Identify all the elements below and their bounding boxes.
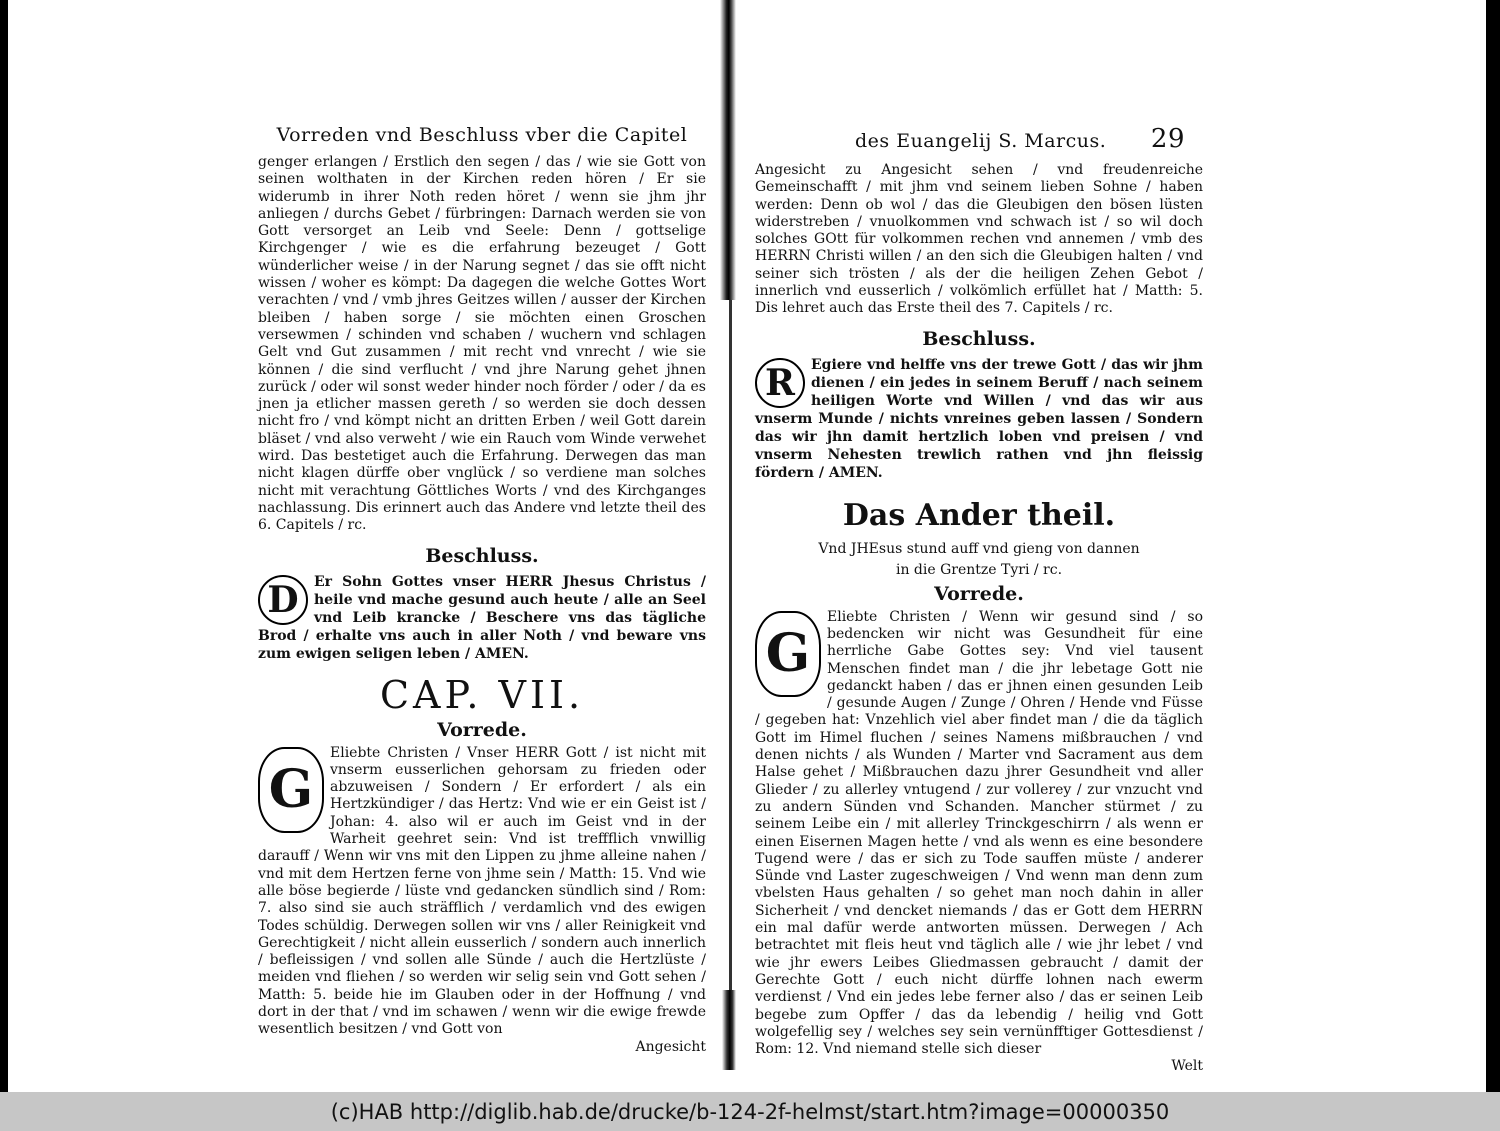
right-vorrede-text: Eliebte Christen / Wenn wir gesund sind / so bedencken wir nicht was Gesundheit für eine herrliche Gabe Gottes sey: Vnd viel tausent Menschen findet man / die jhr lebetage Gott nie gedanckt haben / das er jhnen einen gesunden Leib / gesunde Augen / Zunge / Ohren / Hende vnd Füsse / gegeben hat: Vnzehlich viel aber findet man / die da täglich Gott im Himel fluchen / seines Namens mißbrauchen / vnd denen nichts / als Wunden / Marter vnd Sacrament aus dem Halse gehet / Mißbrauchen dazu jhrer Gesundheit vnd aller Glieder / zu allerley vntugend / zur vollerey / zur vnzucht vnd zu andern Sünden vnd Schanden. Mancher stürmet / zu seinem Leibe ein / mit allerley Trinckgeschirrn / als wenn er einen Eisernen Magen hette / vnd als wenn es eine besondere Tugend were / das er sich zu Tode sauffen müste / anderer Sünde vnd Laster zugeschweigen / Vnd wenn man denn zum vbelsten Haus gehalten / so gehet man noch dahin in aller Sicherheit / vnd dencket niemands / das er Gott dem HERRN ein mal dafür werde antworten müssen. Derwegen / Ach betrachtet mit fleis heut vnd täglich alle / wie jhr lebet / vnd wie jhr ewers Leibes Gliedmassen gebraucht / damit der Gerechte Gott / euch nicht dürffe lohnen nach ewerm verdienst / Vnd ein jedes lebe ferner also / das er seinen Leib begebe zum Opffer / das da lebendig / heilig vnd Gott wolgefellig sey / welches sey sein vernünfftiger Gottesdienst / Rom: 12. Vnd niemand stelle sich dieser bbox=[755, 608, 1203, 1058]
right-beschluss-text: Egiere vnd helffe vns der trewe Gott / das wir jhm dienen / ein jedes in seinem Beruff / nach seinem heiligen Worte vnd Willen / vnd das wir aus vnserm Munde / nichts vnreines geben lassen / Sondern das wir jhn damit hertzlich loben vnd preisen / vnd vnserm Nehesten trewlich rathen vnd jhn fleissig fördern / AMEN. bbox=[755, 356, 1203, 481]
book-gutter-line bbox=[729, 300, 732, 990]
left-beschluss-text: Er Sohn Gottes vnser HERR Jhesus Christus / heile vnd mache gesund auch heute / alle an Seel vnd Leib krancke / Beschere vns das tägliche Brod / erhalte vns auch in aller Noth / vnd beware vns zum ewigen seligen leben / AMEN. bbox=[258, 573, 706, 662]
right-top-text: Angesicht zu Angesicht sehen / vnd freudenreiche Gemeinschafft / mit jhm vnd seinem lieben Sohne / haben werden: Denn ob wol / das die Gleubigen den bösen lüsten widerstreben / vnuolkommen vnd schwach ist / so wil doch solches GOtt für volkommen rechen vnd annemen / vmb des HERRN Christi willen / an den sich die Gleubigen halten / vnd seiner sich trösten / als der die heiligen Zehen Gebot / innerlich vnd eusserlich / volkömlich erfüllet hat / Matth: 5. Dis lehret auch das Erste theil des 7. Capitels / rc. bbox=[755, 162, 1203, 317]
page-number: 29 bbox=[1150, 124, 1185, 154]
right-catchword: Welt bbox=[1171, 1058, 1203, 1075]
chapter-title: CAP. VII. bbox=[379, 672, 585, 717]
left-catchword: Angesicht bbox=[635, 1038, 706, 1055]
left-page bbox=[258, 124, 706, 1055]
left-beschluss-block bbox=[258, 573, 706, 663]
right-running-head: des Euangelij S. Marcus. bbox=[855, 130, 1107, 152]
scan-right-edge bbox=[1486, 0, 1500, 1092]
book-gutter-bottom bbox=[722, 990, 736, 1070]
scan-left-edge bbox=[0, 0, 8, 1092]
footer-bar bbox=[0, 1092, 1500, 1131]
part-subtitle-line-2: in die Grentze Tyri / rc. bbox=[895, 561, 1063, 578]
left-vorrede-block bbox=[258, 745, 706, 1039]
left-beschluss-heading: Beschluss. bbox=[425, 544, 539, 567]
book-gutter-top bbox=[720, 0, 736, 300]
left-beschluss-initial: D bbox=[258, 575, 308, 625]
left-running-head: Vorreden vnd Beschluss vber die Capitel bbox=[276, 124, 688, 146]
footer-source-text: (c)HAB http://diglib.hab.de/drucke/b-124-2f-helmst/start.htm?image=00000350 bbox=[330, 1099, 1170, 1124]
part-subtitle-line-1: Vnd JHEsus stund auff vnd gieng von dannen bbox=[818, 540, 1140, 557]
right-vorrede-heading: Vorrede. bbox=[934, 582, 1024, 605]
left-vorrede-heading: Vorrede. bbox=[437, 718, 527, 741]
right-page bbox=[755, 124, 1203, 1074]
left-vorrede-initial: G bbox=[258, 747, 324, 833]
left-vorrede-text: Eliebte Christen / Vnser HERR Gott / ist nicht mit vnserm eusserlichen gehorsam zu frieden oder abzuweisen / Sondern / Er erfordert / als ein Hertzkündiger / das Hertz: Vnd wie er ein Geist ist / Johan: 4. also wil er auch im Geist vnd in der Warheit geehret sein: Vnd ist treffflich vnwillig darauff / Wenn wir vns mit den Lippen zu jhme alleine nahen / vnd mit dem Hertzen ferne von jhme sein / Matth: 15. Vnd wie alle böse begierde / lüste vnd gedancken sündlich sind / Rom: 7. also sind sie auch sträfflich / verdamlich vnd des ewigen Todes schüldig. Derwegen sollen wir vns / aller Reinigkeit vnd Gerechtigkeit / nicht allein eusserlich / sondern auch innerlich / befleissigen / vnd sollen alle Sünde / auch die Hertzlüste / meiden vnd fliehen / so werden wir selig sein vnd Gott sehen / Matth: 5. beide hie im Glauben oder in der Hoffnung / vnd dort in der that / vnd im schawen / wenn wir die ewige frewde wesentlich besitzen / vnd Gott von bbox=[258, 744, 706, 1038]
left-top-text: genger erlangen / Erstlich den segen / das / wie sie Gott von seinen wolthaten in der Kirchen reden hören / Er sie widerumb in ihrer Noth reden höret / wenn sie jhm jhr anliegen / durchs Gebet / fürbringen: Darnach werden sie von Gott versorget an Leib vnd Seele: Denn / gottselige Kirchgenger / wie es die erfahrung bezeuget / Gott wünderlicher weise / in der Narung segnet / das sie offt nicht wissen / woher es kömpt: Da dagegen die welche Gottes Wort verachten / vnd / vmb jhres Geitzes willen / ausser der Kirchen bleiben / haben sorge / sie möchten einen Groschen versewmen / schinden vnd schaben / wuchern vnd schlagen Gelt vnd Gut zusammen / mit recht vnd vnrecht / wie sie können / die sind verflucht / vnd jhre Narung gehet jhnen zurück / oder wil sonst weder hinder noch förder / oder / da es jnen ja etlicher massen gereth / so werden sie doch dessen nicht fro / vnd kömpt nicht an dritten Erben / weil Gott darein bläset / vnd also verweht / wie ein Rauch vom Winde verwehet wird. Das bestetiget auch die Erfahrung. Derwegen das man nicht klagen dürffe ober vnglück / so verdiene man solches nicht mit verachtung Göttliches Worts / vnd des Kirchganges nachlassung. Dis erinnert auch das Andere vnd letzte theil des 6. Capitels / rc. bbox=[258, 154, 706, 534]
right-beschluss-block bbox=[755, 356, 1203, 482]
right-beschluss-initial: R bbox=[755, 358, 805, 408]
right-vorrede-initial: G bbox=[755, 611, 821, 697]
right-running-head-row bbox=[755, 124, 1203, 154]
right-beschluss-heading: Beschluss. bbox=[922, 327, 1036, 350]
right-vorrede-block bbox=[755, 609, 1203, 1059]
part-title: Das Ander theil. bbox=[842, 497, 1116, 533]
